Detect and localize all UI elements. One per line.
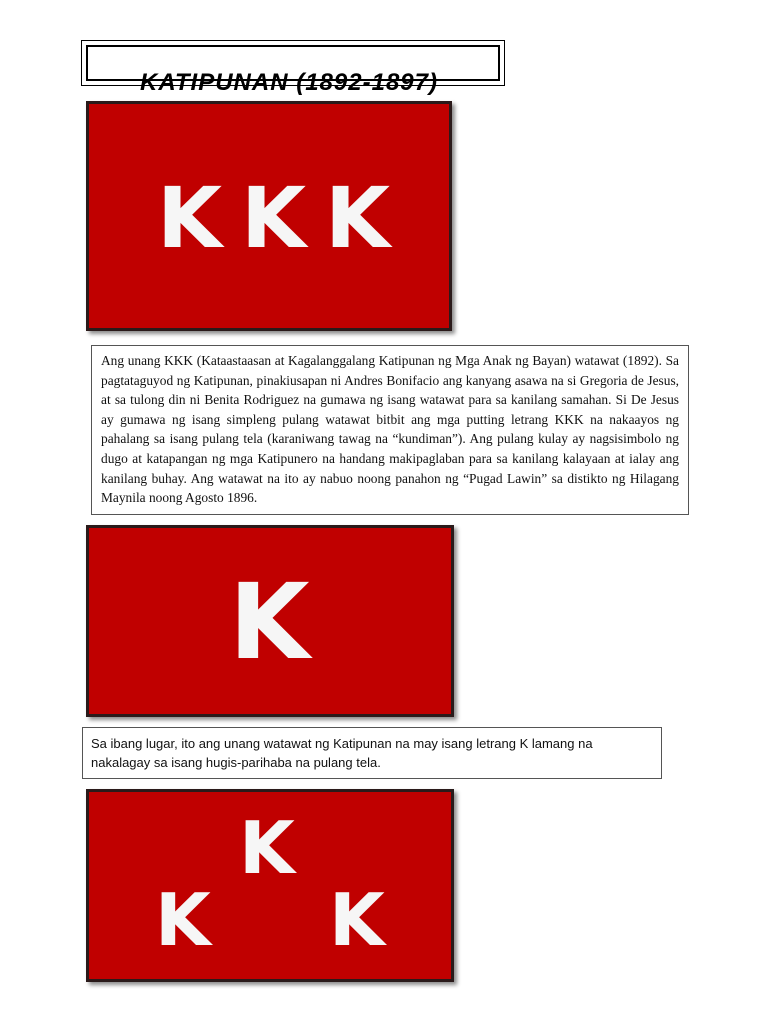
flag-kkk-horizontal <box>86 101 452 331</box>
page-title: KATIPUNAN (1892-1897) <box>140 69 438 96</box>
flag-letter-k: K <box>229 561 310 683</box>
flag-letter-k: K <box>241 169 307 267</box>
title-frame <box>86 45 500 96</box>
description-first-flag: Ang unang KKK (Kataastaasan at Kagalanggalang Katipunan ng Mga Anak ng Bayan) watawat (1892). Sa pagtataguyod ng Katipunan, pinakiusapan ni Andres Bonifacio ang kanyang asawa na si Gregoria de Jesus, at sa tulong din ni Benita Rodriguez na gumawa ng isang watawat para sa kanilang samahan. Si De Jesus ay gumawa ng isang simpleng pulang watawat bitbit ang mga putting letrang KKK na nakaayos ng pahalang sa isang pulang tela (karaniwang tawag na “kundiman”). Ang pulang kulay ay nagsisimbolo ng dugo at katapangan ng mga Katipunero na handang makipaglaban para sa kanilang kalayaan at ialay ang kanilang buhay. Ang watawat na ito ay nabuo noong panahon ng “Pugad Lawin” sa distikto ng Hilagang Maynila noong Agosto 1896. <box>91 345 689 515</box>
flag-letter-k: K <box>155 878 211 962</box>
flag-letter-k: K <box>329 878 385 962</box>
flag-letter-k: K <box>239 806 295 890</box>
flag-letter-k: K <box>157 169 223 267</box>
flag-kkk-triangle <box>86 789 454 982</box>
description-single-k-flag: Sa ibang lugar, ito ang unang watawat ng Katipunan na may isang letrang K lamang na nakalagay sa isang hugis-parihaba na pulang tela. <box>82 727 662 779</box>
title-box <box>81 40 505 96</box>
flag-letter-k: K <box>325 169 391 267</box>
flag-single-k <box>86 525 454 717</box>
